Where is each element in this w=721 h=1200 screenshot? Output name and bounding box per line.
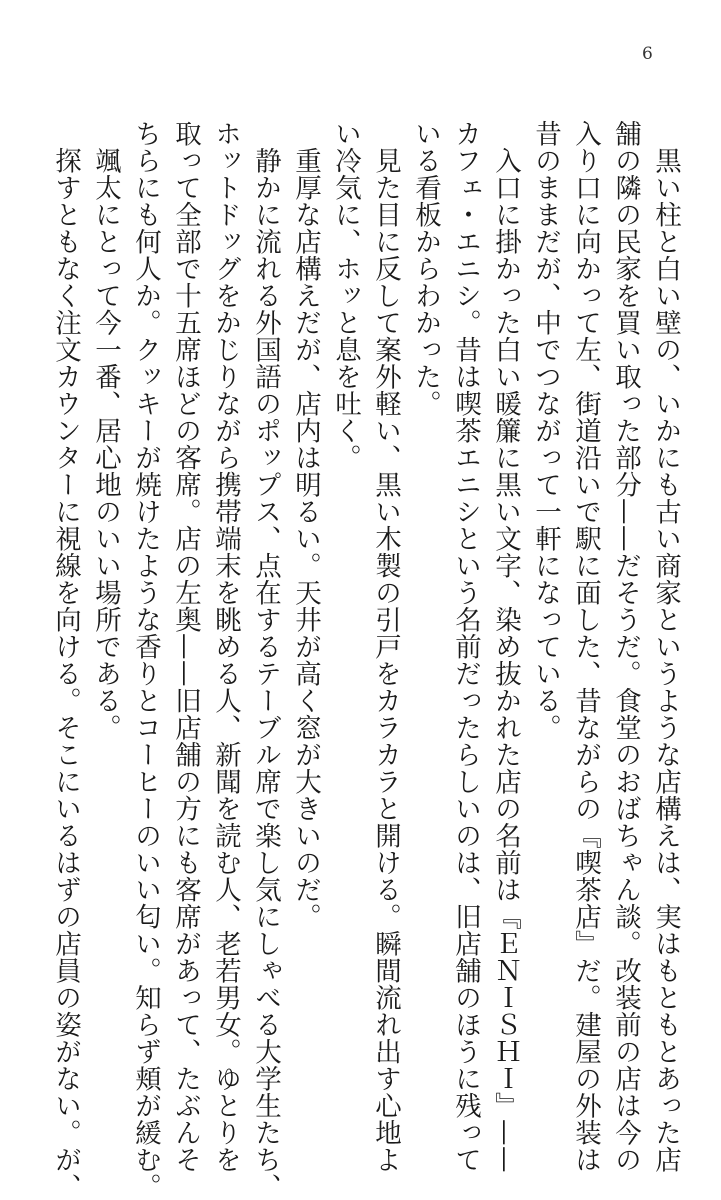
text-line: 探すともなく注文カウンターに視線を向ける。そこにいるはずの店員の姿がない。が、 bbox=[50, 120, 81, 1200]
text-line: 颯太にとって今一番、居心地のいい場所である。 bbox=[90, 120, 121, 741]
text-line: 入口に掛かった白い暖簾に黒い文字、染め抜かれた店の名前は『ＥＮＩＳＨＩ』—— bbox=[490, 120, 521, 1173]
text-line: 静かに流れる外国語のポップス、点在するテーブル席で楽し気にしゃべる大学生たち、 bbox=[250, 120, 281, 1200]
text-line: カフェ・エニシ。昔は喫茶エニシという名前だったらしいのは、旧店舗のほうに残って bbox=[450, 120, 481, 1173]
text-line: いる看板からわかった。 bbox=[410, 120, 441, 417]
text-line: 昔のままだが、中でつながって一軒になっている。 bbox=[530, 120, 561, 741]
text-line: い冷気に、ホッと息を吐く。 bbox=[330, 120, 361, 471]
text-line: 重厚な店構えだが、店内は明るい。天井が高く窓が大きいのだ。 bbox=[290, 120, 321, 930]
text-line: 舗の隣の民家を買い取った部分——だそうだ。食堂のおばちゃん談。改装前の店は今の bbox=[610, 120, 641, 1173]
text-line: 取って全部で十五席ほどの客席。店の左奥——旧店舗の方にも客席があって、たぶんそ bbox=[170, 120, 201, 1173]
text-line: 入り口に向かって左、街道沿いで駅に面した、昔ながらの『喫茶店』だ。建屋の外装は bbox=[570, 120, 601, 1173]
text-line: 見た目に反して案外軽い、黒い木製の引戸をカラカラと開ける。瞬間流れ出す心地よ bbox=[370, 120, 401, 1173]
text-line: ホットドッグをかじりながら携帯端末を眺める人、新聞を読む人、老若男女。ゆとりを bbox=[210, 120, 241, 1173]
body-text bbox=[25, 120, 685, 1200]
page-number: 6 bbox=[642, 44, 653, 64]
text-line: 黒い柱と白い壁の、いかにも古い商家というような店構えは、実はもともとあった店 bbox=[650, 120, 681, 1173]
text-line: ちらにも何人か。クッキーが焼けたような香りとコーヒーのいい匂い。知らず頬が緩む。 bbox=[130, 120, 161, 1200]
